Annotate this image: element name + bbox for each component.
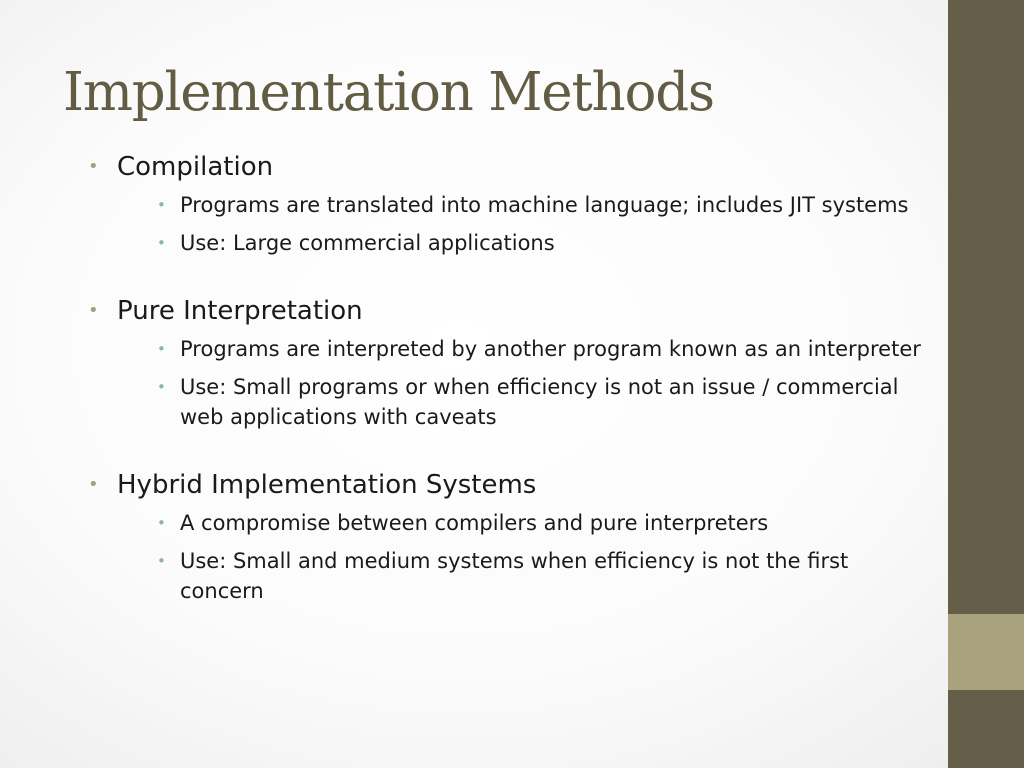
decorative-sidebar-accent [948,614,1024,690]
sub-bullet-dot-icon: • [157,552,166,570]
sub-bullet-text: A compromise between compilers and pure interpreters [180,511,769,535]
bullet-text: Hybrid Implementation Systems [117,470,537,500]
bullet-item [88,150,938,258]
bullet-text: Pure Interpretation [117,296,363,326]
sub-bullet-item [145,190,938,220]
sub-bullet-text: Use: Large commercial applications [180,231,555,255]
bullet-text: Compilation [117,152,274,182]
sub-bullet-text: Programs are interpreted by another program known as an interpreter [180,337,921,361]
bullet-list [88,150,938,606]
sub-bullet-dot-icon: • [157,340,166,358]
bullet-item [88,468,938,606]
sub-bullet-text: Programs are translated into machine language; includes JIT systems [180,193,909,217]
slide-title: Implementation Methods [63,62,714,123]
sub-bullet-dot-icon: • [157,378,166,396]
bullet-dot-icon: • [88,474,99,495]
sub-bullet-item [145,228,938,258]
sub-bullet-text: Use: Small and medium systems when efficiency is not the first concern [180,549,849,603]
bullet-dot-icon: • [88,300,99,321]
sub-bullet-dot-icon: • [157,234,166,252]
bullet-dot-icon: • [88,156,99,177]
sub-bullet-list [117,190,938,258]
sub-bullet-dot-icon: • [157,514,166,532]
sub-bullet-list [117,508,938,606]
sub-bullet-item [145,334,938,364]
sub-bullet-dot-icon: • [157,196,166,214]
sub-bullet-item [145,546,938,606]
sub-bullet-item [145,508,938,538]
sub-bullet-text: Use: Small programs or when efficiency is not an issue / commercial web applications with caveats [180,375,899,429]
bullet-item [88,294,938,432]
sub-bullet-list [117,334,938,432]
sub-bullet-item [145,372,938,432]
